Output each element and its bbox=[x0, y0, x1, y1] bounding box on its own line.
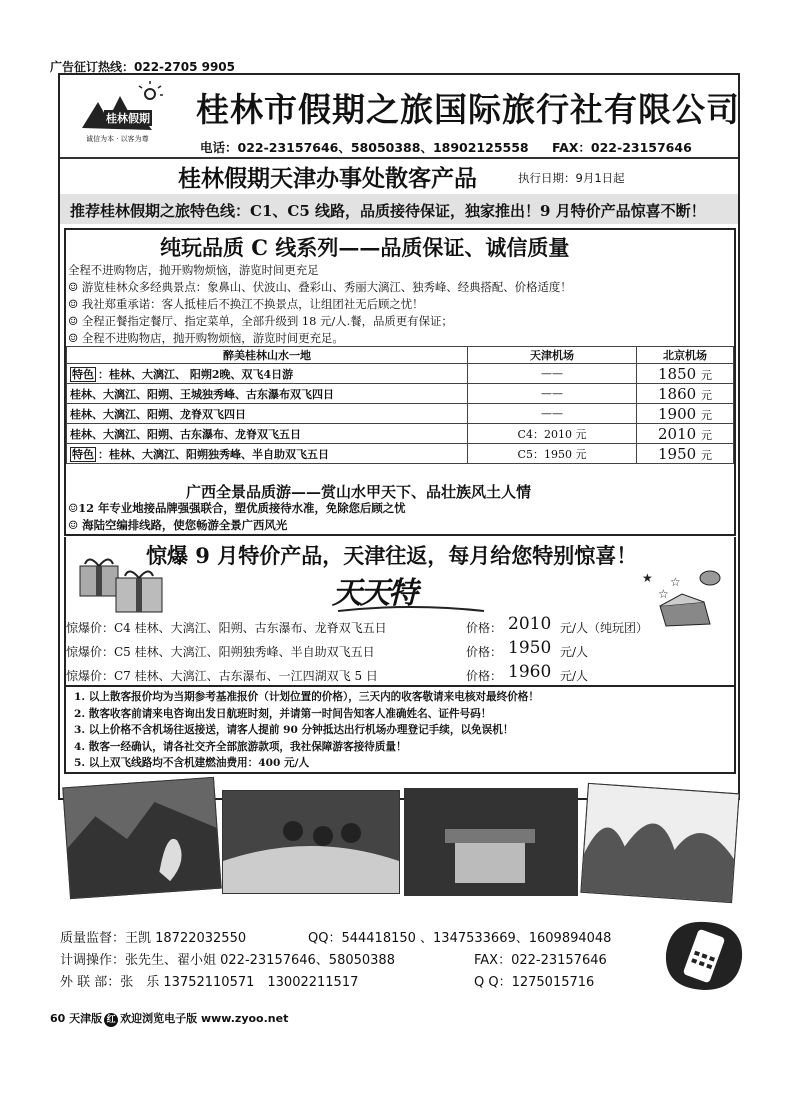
gift-box-icon bbox=[76, 556, 172, 618]
beijing-price: 1860 元 bbox=[637, 384, 734, 404]
feature-line: ☺12 年专业地接品牌强强联合，塑优质接待水准，免除您后顾之忧 bbox=[68, 501, 406, 515]
page-footer bbox=[50, 1010, 288, 1027]
note-item: 3. 以上价格不含机场往返接送，请客人提前 90 分钟抵达出行机场办理登记手续，以免误机！ bbox=[74, 724, 514, 737]
svg-text:☆: ☆ bbox=[658, 587, 669, 601]
feature-line: 全程不进购物店，抛开购物烦恼，游览时间更充足 bbox=[68, 263, 319, 277]
route-cell bbox=[67, 444, 468, 464]
beijing-price: 1950 元 bbox=[637, 444, 734, 464]
exec-date: 执行日期：9月1日起 bbox=[518, 171, 625, 185]
table-row bbox=[67, 384, 734, 404]
note-item: 4. 散客一经确认，请各社交齐全部旅游款项，我社保障游客接待质量！ bbox=[74, 740, 407, 753]
tianjin-price: —— bbox=[468, 404, 637, 424]
tianjin-price: C5：1950 元 bbox=[468, 444, 637, 464]
daily-special-banner: 天天特 bbox=[332, 576, 416, 611]
page-number: 60 天津版 bbox=[50, 1012, 103, 1025]
note-item: 1. 以上散客报价均为当期参考基准报价（计划位置的价格），三天内的收客敬请来电核对最终价格！ bbox=[74, 691, 539, 703]
header-divider bbox=[60, 157, 738, 159]
phone-icon bbox=[660, 914, 750, 998]
feature-line: ☺ 全程正餐指定餐厅、指定菜单，全部升级到 18 元/人.餐，品质更有保证； bbox=[68, 314, 453, 328]
header-route: 醉美桂林山水一地 bbox=[67, 347, 468, 364]
ops-contact: 计调操作：张先生、翟小姐 022-23157646、58050388 bbox=[60, 953, 395, 968]
ops-fax: FAX：022-23157646 bbox=[474, 953, 607, 968]
feature-line: ☺ 全程不进购物店，抛开购物烦恼，游览时间更充足。 bbox=[68, 331, 344, 345]
quality-supervisor: 质量监督：王凯 18722032550 bbox=[60, 931, 247, 946]
quality-qq: QQ：544418150 、1347533669、1609894048 bbox=[308, 931, 612, 946]
beijing-price: 1900 元 bbox=[637, 404, 734, 424]
guangxi-features bbox=[68, 500, 406, 534]
svg-text:☆: ☆ bbox=[670, 575, 681, 589]
tianjin-price: C4：2010 元 bbox=[468, 424, 637, 444]
liaison-qq: Q Q：1275015716 bbox=[474, 975, 595, 990]
company-name: 桂林市假期之旅国际旅行社有限公司 bbox=[196, 90, 740, 129]
route-text: ：桂林、大漓江、 阳朔2晚、双飞4日游 bbox=[98, 367, 294, 381]
recommend-text: 推荐桂林假期之旅特色线：C1、C5 线路，品质接待保证，独家推出！9 月特价产品惊喜不断！ bbox=[70, 202, 706, 220]
photo-rafting bbox=[222, 790, 400, 894]
beijing-price: 1850 元 bbox=[637, 364, 734, 384]
contact-line bbox=[200, 138, 692, 156]
special-title: 惊爆 9 月特价产品，天津往返，每月给您特别惊喜！ bbox=[146, 543, 638, 568]
table-row bbox=[67, 404, 734, 424]
feature-tag: 特色 bbox=[72, 447, 94, 461]
office-title: 桂林假期天津办事处散客产品 bbox=[178, 165, 477, 192]
c-series-title: 纯玩品质 C 线系列——品质保证、诚信质量 bbox=[160, 235, 570, 260]
liaison-contact: 外 联 部：张 乐 13752110571 13002211517 bbox=[60, 975, 359, 990]
contact-fax: FAX：022-23157646 bbox=[552, 140, 692, 155]
guangxi-title: 广西全景品质游——赏山水甲天下、品壮族风土人情 bbox=[186, 483, 532, 501]
table-row bbox=[67, 364, 734, 384]
table-row bbox=[67, 424, 734, 444]
photo-lady-by-river bbox=[62, 777, 221, 899]
tianjin-price: —— bbox=[468, 364, 637, 384]
header-beijing: 北京机场 bbox=[637, 347, 734, 364]
svg-text:★: ★ bbox=[642, 571, 653, 585]
photo-waterfall-bridge bbox=[404, 788, 578, 896]
tianjin-price: —— bbox=[468, 384, 637, 404]
feature-line: ☺ 海陆空编排线路，使您畅游全景广西风光 bbox=[68, 518, 288, 532]
photo-karst-landscape bbox=[580, 783, 739, 903]
note-item: 5. 以上双飞线路均不含机建燃油费用：400 元/人 bbox=[74, 757, 310, 770]
red-badge: 红 bbox=[104, 1013, 118, 1027]
route-cell bbox=[67, 364, 468, 384]
note-item: 2. 散客收客前请来电咨询出发日航班时刻，并请第一时间告知客人准确姓名、证件号码！ bbox=[74, 707, 492, 720]
c-series-features bbox=[68, 262, 572, 347]
beijing-price: 2010 元 bbox=[637, 424, 734, 444]
route-cell: 桂林、大漓江、阳朔、古东瀑布、龙脊双飞五日 bbox=[67, 424, 468, 444]
table-header-row bbox=[67, 347, 734, 364]
feature-line: ☺ 游览桂林众多经典景点：象鼻山、伏波山、叠彩山、秀丽大漓江、独秀峰、经典搭配、价格适度！ bbox=[68, 280, 572, 294]
route-cell: 桂林、大漓江、阳朔、王城独秀峰、古东瀑布双飞四日 bbox=[67, 384, 468, 404]
price-table bbox=[66, 346, 734, 464]
notes-box bbox=[64, 685, 736, 774]
feature-tag: 特色 bbox=[72, 367, 94, 381]
company-logo bbox=[64, 80, 188, 152]
route-cell: 桂林、大漓江、阳朔、龙脊双飞四日 bbox=[67, 404, 468, 424]
logo-name: 桂林假期 bbox=[106, 112, 150, 125]
logo-slogan: 诚信为本 · 以客为尊 bbox=[86, 135, 149, 143]
feature-line: ☺ 我社郑重承诺：客人抵桂后不换江不换景点，让组团社无后顾之忧！ bbox=[68, 297, 424, 311]
recommend-banner bbox=[60, 194, 738, 224]
table-row bbox=[67, 444, 734, 464]
footer-website[interactable]: 欢迎浏览电子版 www.zyoo.net bbox=[120, 1012, 289, 1025]
route-text: ：桂林、大漓江、阳朔独秀峰、半自助双飞五日 bbox=[98, 447, 329, 461]
header-tianjin: 天津机场 bbox=[468, 347, 637, 364]
contact-phone: 电话：022-23157646、58050388、18902125558 bbox=[200, 140, 529, 155]
banner-underline bbox=[336, 600, 486, 619]
ad-hotline: 广告征订热线：022-2705 9905 bbox=[50, 60, 236, 74]
